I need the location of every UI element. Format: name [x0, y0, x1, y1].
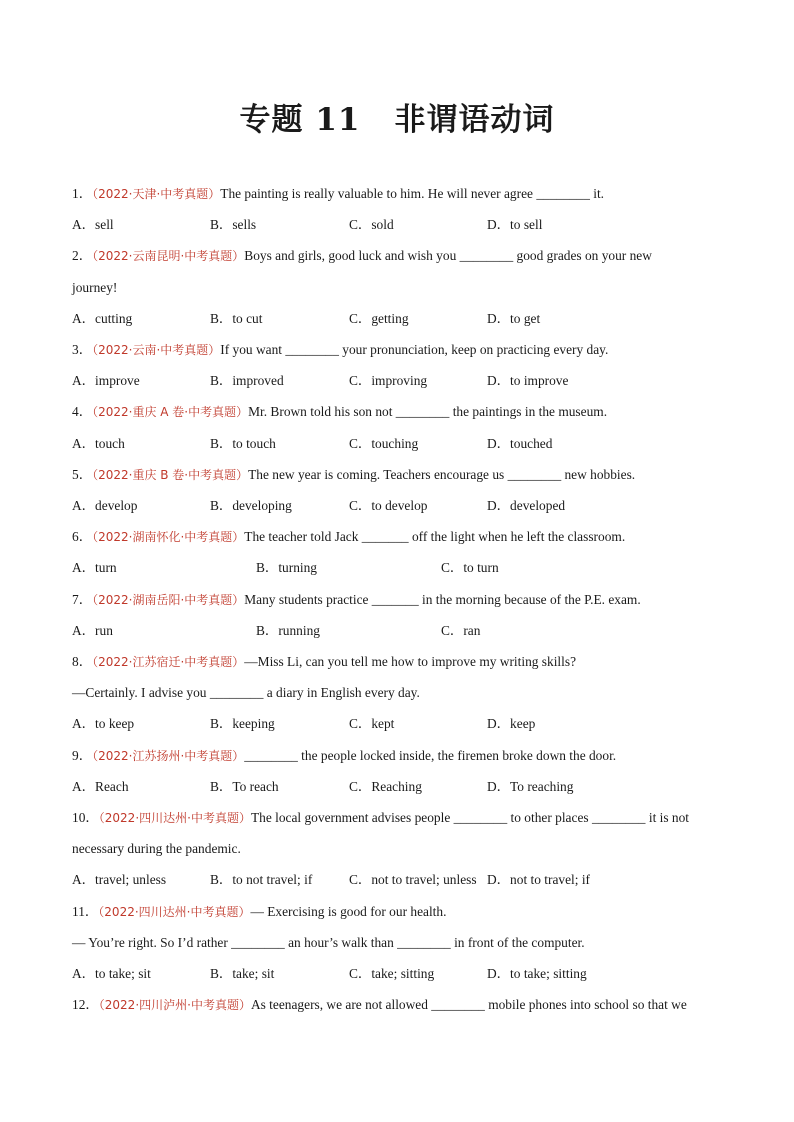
- question-text: The new year is coming. Teachers encourage us ________ new hobbies.: [248, 466, 636, 482]
- question-line: [72, 653, 728, 671]
- question-text: The painting is really valuable to him. He will never agree ________ it.: [220, 186, 605, 201]
- question-text: Boys and girls, good luck and wish you ________ good grades on your new: [244, 248, 652, 264]
- answer-option: A．develop: [72, 498, 138, 513]
- question-line: [72, 247, 728, 265]
- question-source: （2022·四川达州·中考真题）: [98, 904, 251, 919]
- title-topic: 非谓语动词: [394, 102, 555, 138]
- question-number: 5．: [72, 466, 93, 482]
- answer-option: C．sold: [349, 217, 394, 233]
- question-text: necessary during the pandemic.: [72, 841, 241, 857]
- title-prefix: 专题: [239, 102, 304, 138]
- question-line: [72, 747, 728, 765]
- answer-option: A．cutting: [72, 310, 133, 326]
- question-text: — Exercising is good for our health.: [250, 903, 447, 919]
- question-text: — You’re right. So I’d rather ________ an hour’s walk than ________ in front of the computer.: [72, 934, 585, 950]
- answer-option: A．turn: [72, 560, 117, 576]
- answer-option: D．developed: [487, 498, 566, 513]
- question-source: （2022·湖南怀化·中考真题）: [92, 530, 245, 545]
- question-line: [72, 591, 728, 609]
- answer-option: C．to develop: [349, 498, 428, 513]
- question-text: The teacher told Jack _______ off the light when he left the classroom.: [244, 529, 626, 545]
- question-text: As teenagers, we are not allowed ________ mobile phones into school so that we: [250, 997, 687, 1013]
- question-number: 8．: [72, 654, 93, 669]
- answer-option: B．keeping: [210, 716, 275, 732]
- page-title: [0, 94, 794, 139]
- question-line: [72, 903, 728, 921]
- answer-option: A．to take; sit: [72, 966, 151, 981]
- answer-option: A．travel; unless: [72, 872, 167, 888]
- question-source: （2022·四川达州·中考真题）: [98, 811, 251, 825]
- question-source: （2022·云南·中考真题）: [92, 343, 221, 357]
- question-text: Many students practice _______ in the morning because of the P.E. exam.: [244, 591, 641, 607]
- question-number: 11．: [72, 903, 99, 919]
- answer-option: D．to take; sitting: [487, 966, 587, 981]
- answer-option: C．touching: [349, 435, 419, 451]
- question-text: The local government advises people ________ to other places ________ it is not: [250, 810, 690, 825]
- question-number: 6．: [72, 529, 93, 545]
- question-number: 4．: [72, 404, 93, 420]
- answer-option: C．take; sitting: [349, 966, 435, 981]
- answer-option: B．to not travel; if: [210, 872, 313, 888]
- question-source: （2022·重庆 A 卷·中考真题）: [92, 405, 249, 420]
- question-number: 10．: [72, 810, 99, 825]
- answer-option: C．Reaching: [349, 778, 422, 794]
- answer-option: C．ran: [441, 622, 481, 638]
- question-number: 2．: [72, 248, 93, 264]
- question-text: ________ the people locked inside, the firemen broke down the door.: [244, 747, 617, 763]
- answer-option: A．to keep: [72, 716, 135, 732]
- answer-option: D．not to travel; if: [487, 872, 591, 888]
- answer-option: A．Reach: [72, 778, 129, 794]
- question-text: If you want ________ your pronunciation, keep on practicing every day.: [220, 342, 609, 357]
- question-text: journey!: [72, 279, 118, 295]
- answer-option: B．to cut: [210, 310, 263, 326]
- answer-option: B．To reach: [210, 778, 279, 794]
- answer-option: B．take; sit: [210, 966, 275, 981]
- title-number: 11: [315, 102, 361, 138]
- question-text: —Certainly. I advise you ________ a diary in English every day.: [72, 685, 420, 701]
- question-line: [72, 279, 728, 297]
- question-source: （2022·重庆 B 卷·中考真题）: [92, 467, 249, 482]
- question-text: —Miss Li, can you tell me how to improve my writing skills?: [244, 654, 577, 669]
- answer-option: C．improving: [349, 373, 428, 389]
- question-line: [72, 466, 728, 484]
- answer-option: C．getting: [349, 310, 409, 326]
- answer-option: A．improve: [72, 373, 140, 389]
- question-text: Mr. Brown told his son not ________ the paintings in the museum.: [248, 404, 608, 420]
- question-line: [72, 684, 728, 702]
- answer-option: D．keep: [487, 716, 536, 732]
- question-line: [72, 840, 728, 858]
- question-number: 9．: [72, 747, 93, 763]
- answer-option: D．To reaching: [487, 778, 574, 794]
- question-source: （2022·四川泸州·中考真题）: [98, 998, 251, 1013]
- question-source: （2022·云南昆明·中考真题）: [92, 249, 245, 264]
- answer-option: D．touched: [487, 435, 553, 451]
- question-source: （2022·江苏扬州·中考真题）: [92, 748, 245, 763]
- question-number: 12．: [72, 997, 99, 1013]
- answer-option: C．to turn: [441, 560, 499, 576]
- question-line: [72, 934, 728, 952]
- answer-option: B．to touch: [210, 435, 276, 451]
- answer-option: B．running: [256, 622, 320, 638]
- answer-option: D．to improve: [487, 373, 569, 389]
- answer-option: A．touch: [72, 435, 125, 451]
- question-number: 3．: [72, 342, 93, 357]
- answer-option: A．sell: [72, 217, 114, 233]
- answer-option: B．turning: [256, 560, 318, 576]
- question-source: （2022·天津·中考真题）: [92, 187, 221, 201]
- answer-option: B．improved: [210, 373, 284, 389]
- answer-option: D．to sell: [487, 217, 543, 233]
- answer-option: A．run: [72, 622, 113, 638]
- question-source: （2022·江苏宿迁·中考真题）: [92, 655, 245, 669]
- question-line: [72, 996, 728, 1014]
- question-number: 1．: [72, 186, 93, 201]
- question-line: [72, 528, 728, 546]
- question-line: [72, 809, 728, 827]
- question-line: [72, 341, 728, 359]
- answer-option: C．kept: [349, 716, 395, 732]
- question-source: （2022·湖南岳阳·中考真题）: [92, 592, 245, 607]
- question-line: [72, 185, 728, 203]
- question-number: 7．: [72, 591, 93, 607]
- question-line: [72, 403, 728, 421]
- answer-option: D．to get: [487, 310, 541, 326]
- answer-option: B．developing: [210, 498, 292, 513]
- answer-option: C．not to travel; unless: [349, 872, 477, 888]
- answer-option: B．sells: [210, 217, 257, 233]
